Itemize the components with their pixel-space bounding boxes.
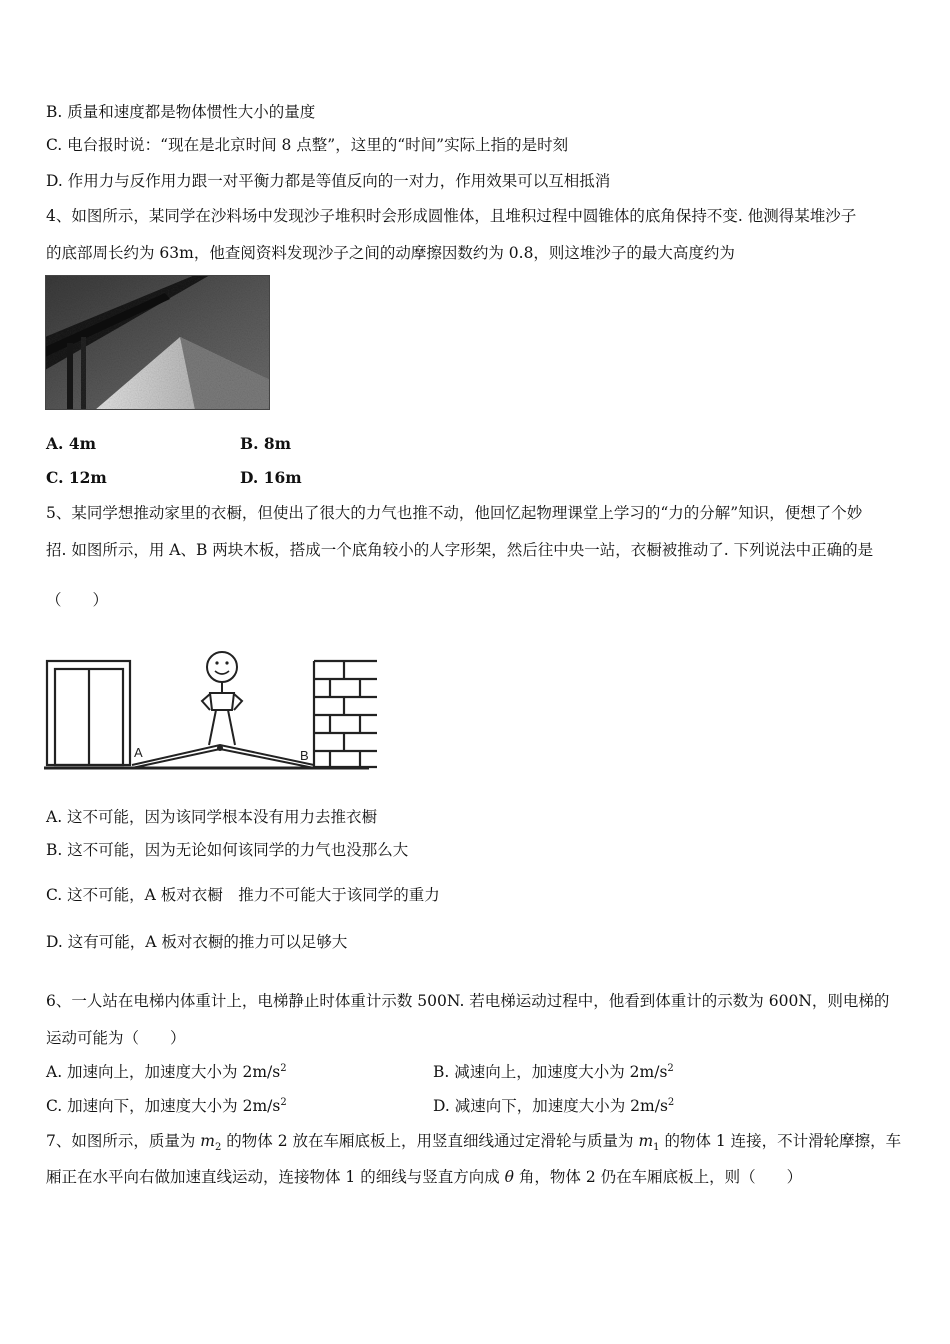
q6-stem-line1: 6、一人站在电梯内体重计上，电梯静止时体重计示数 500N. 若电梯运动过程中，他看到体重计的示数为 600N，则电梯的 [46,992,890,1010]
q5-stem-line3: （ ） [46,591,109,609]
sand-pile-photo [45,275,270,410]
q4-option-c: C. 12m [46,468,107,487]
q7-stem-line2: 厢正在水平向右做加速直线运动，连接物体 1 的细线与竖直方向成 θ 角，物体 2 仍在车厢底板上，则（ ） [46,1168,803,1186]
q5-option-d: D. 这有可能，A 板对衣橱的推力可以足够大 [46,933,348,951]
board-b-label: B [300,748,309,763]
q6-option-a: A. 加速向上，加速度大小为 $2m/s^2$ [46,1062,287,1081]
q5-stem-line2: 招. 如图所示，用 A、B 两块木板，搭成一个底角较小的人字形架，然后往中央一站，衣橱被推动了. 下列说法中正确的是 [46,541,874,559]
q5-option-a: A. 这不可能，因为该同学根本没有用力去推衣橱 [46,808,378,826]
q4-option-b: B. 8m [240,434,292,453]
q7-stem-line1: 7、如图所示，质量为 $m_2$ 的物体 2 放在车厢底板上，用竖直细线通过定滑轮与质量为 $m_1$ 的物体 1 连接，不计滑轮摩擦，车 [46,1132,902,1154]
q6-stem-line2: 运动可能为（ ） [46,1029,186,1047]
brick-wall [314,661,377,767]
q6-option-b: B. 减速向上，加速度大小为 $2m/s^2$ [433,1062,674,1081]
q4-option-a: A. 4m [46,434,97,453]
stick-figure-person [202,652,242,745]
q5-option-c: C. 这不可能，A 板对衣橱 推力不可能大于该同学的重力 [46,886,440,904]
wardrobe-push-diagram [44,645,379,775]
q4-stem-line2: 的底部周长约为 63m，他查阅资料发现沙子之间的动摩擦因数约为 0.8，则这堆沙子的最大高度约为 [46,244,735,262]
q6-option-d: D. 减速向下，加速度大小为 $2m/s^2$ [433,1096,675,1115]
q3-option-b: B. 质量和速度都是物体惯性大小的量度 [46,103,316,121]
q5-option-b: B. 这不可能，因为无论如何该同学的力气也没那么大 [46,841,409,859]
q3-option-d: D. 作用力与反作用力跟一对平衡力都是等值反向的一对力，作用效果可以互相抵消 [46,172,611,190]
boards-a-b [132,745,314,768]
board-a-label: A [134,745,143,760]
q6-option-c: C. 加速向下，加速度大小为 $2m/s^2$ [46,1096,287,1115]
q4-stem-line1: 4、如图所示，某同学在沙料场中发现沙子堆积时会形成圆惟体，且堆积过程中圆锥体的底角保持不变. 他测得某堆沙子 [46,207,857,225]
q4-option-d: D. 16m [240,468,302,487]
q3-option-c: C. 电台报时说：“现在是北京时间 8 点整”，这里的“时间”实际上指的是时刻 [46,136,569,154]
q5-stem-line1: 5、某同学想推动家里的衣橱，但使出了很大的力气也推不动，他回忆起物理课堂上学习的“力的分解”知识，便想了个妙 [46,504,863,522]
